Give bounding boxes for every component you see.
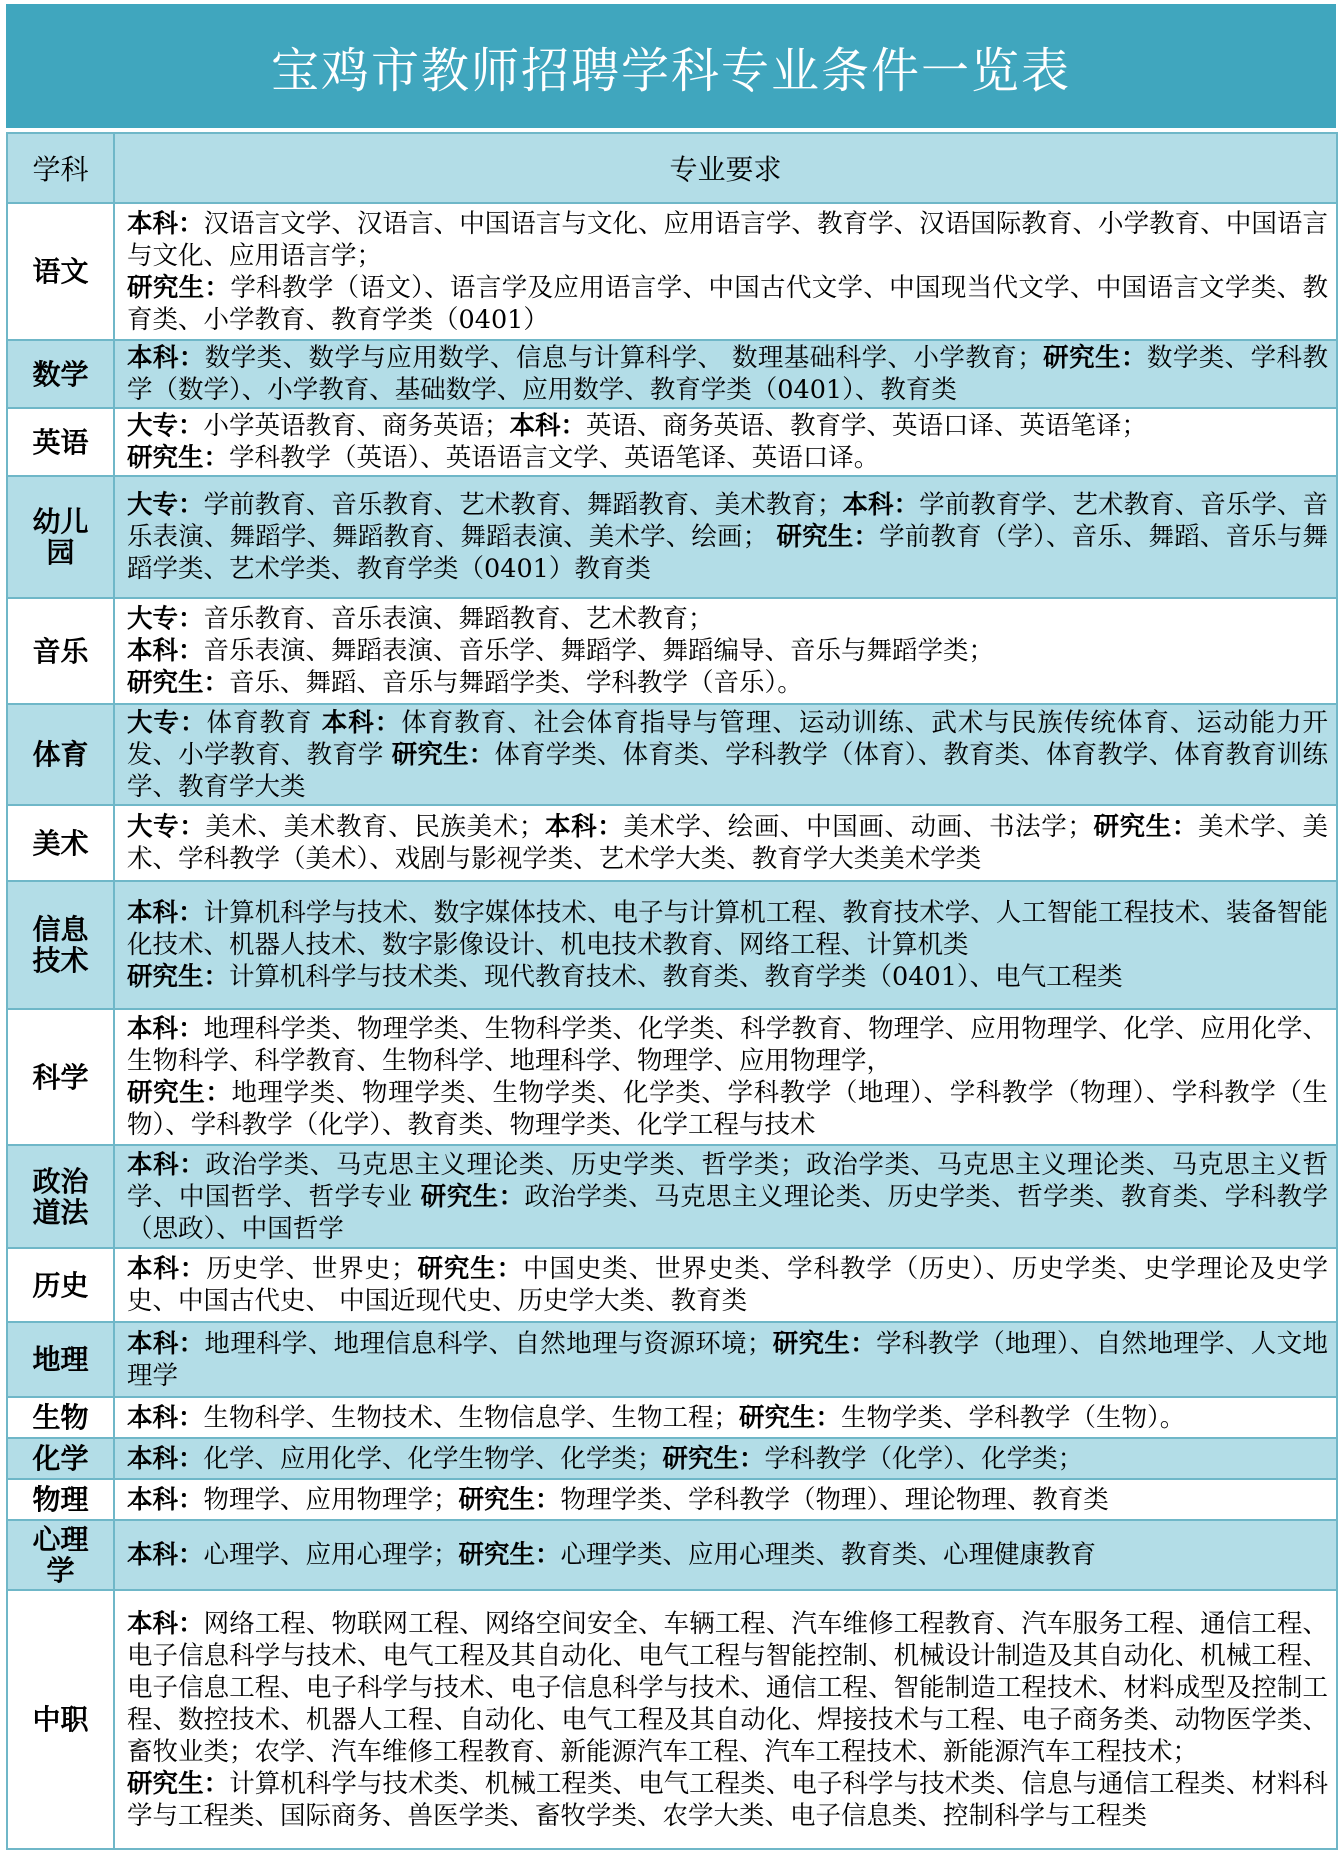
major-list: 计算机科学与技术类、机械工程类、电气工程类、电子科学与技术类、信息与通信工程类、材料科学与工程类、国际商务、兽医学类、畜牧学类、农学大类、电子信息类、控制科学与工程类 <box>127 1768 1328 1831</box>
subject-cell <box>7 598 114 704</box>
major-list: 物理学类、学科教学（物理）、理论物理、教育类 <box>560 1484 1109 1515</box>
degree-label: 研究生： <box>458 1540 561 1570</box>
subject-cell <box>7 1590 114 1849</box>
requirement-cell <box>114 340 1337 408</box>
degree-label: 本科： <box>321 707 402 738</box>
subject-text: 地理 <box>32 1343 89 1376</box>
major-list: 学科教学（地理）、自然地理学、人文地理学 <box>127 1328 1328 1391</box>
degree-label: 本科： <box>127 208 204 239</box>
requirement-cell <box>114 805 1337 881</box>
table-row <box>7 805 1337 881</box>
requirement-cell <box>114 203 1337 340</box>
major-list: 音乐、舞蹈、音乐与舞蹈学类、学科教学（音乐）。 <box>229 668 803 698</box>
subject-text: 化学 <box>32 1442 89 1475</box>
subject-cell <box>7 1397 114 1438</box>
degree-label: 本科： <box>127 1014 204 1044</box>
major-list: 计算机科学与技术类、现代教育技术、教育类、教育学类（0401）、电气工程类 <box>229 962 1123 992</box>
major-list: 历史学、世界史； <box>206 1254 417 1284</box>
table-header-row <box>7 133 1337 203</box>
degree-label: 研究生： <box>127 1078 232 1108</box>
subject-text: 园 <box>46 536 75 569</box>
major-list: 政治学类、马克思主义理论类、历史学类、哲学类、教育类、学科教学（思政）、中国哲学 <box>127 1181 1328 1244</box>
requirement-paragraph <box>127 1013 1328 1077</box>
requirement-paragraph <box>127 1608 1328 1768</box>
subject-text: 心理 <box>32 1523 89 1556</box>
table-row <box>7 1520 1337 1590</box>
degree-label: 研究生： <box>662 1443 765 1474</box>
major-list: 学科教学（英语）、英语语言文学、英语笔译、英语口译。 <box>229 443 880 473</box>
subject-cell <box>7 1479 114 1520</box>
subject-text: 生物 <box>32 1401 89 1434</box>
subject-cell <box>7 1438 114 1479</box>
subject-cell <box>7 805 114 881</box>
table-row <box>7 1322 1337 1397</box>
degree-label: 本科： <box>127 898 204 928</box>
requirement-cell <box>114 1322 1337 1397</box>
requirement-cell <box>114 1479 1337 1520</box>
requirement-cell <box>114 1438 1337 1479</box>
degree-label: 本科： <box>544 812 624 842</box>
table-row <box>7 1479 1337 1520</box>
table-row <box>7 1248 1337 1322</box>
table-row <box>7 1009 1337 1145</box>
subject-cell <box>7 476 114 598</box>
degree-label: 本科： <box>127 1443 204 1474</box>
major-list: 心理学类、应用心理类、教育类、心理健康教育 <box>560 1540 1097 1570</box>
major-list: 生物学类、学科教学（生物）。 <box>841 1402 1186 1433</box>
subject-text: 幼儿 <box>32 505 89 538</box>
major-list: 网络工程、物联网工程、网络空间安全、车辆工程、汽车维修工程教育、汽车服务工程、通信工程、电子信息科学与技术、电气工程及其自动化、电气工程与智能控制、机械设计制造及其自动化、机械工程、电子信息工程、电子科学与技术、电子信息科学与技术、通信工程、智能制造工程技术、材料成型及控制工程、数控技术、机器人工程、自动化、电气工程及其自动化、焊接技术与工程、电子商务类、动物医学类、畜牧业类；农学、汽车维修工程教育、新能源汽车工程、汽车工程技术、新能源汽车工程技术； <box>127 1608 1328 1767</box>
degree-label: 本科： <box>127 1254 207 1284</box>
table-row <box>7 1590 1337 1849</box>
major-list: 数学类、学科教学（数学）、小学教育、基础数学、应用数学、教育学类（0401）、教育类 <box>127 343 1328 405</box>
requirement-paragraph <box>127 208 1328 272</box>
degree-label: 本科： <box>127 1608 204 1639</box>
requirement-cell <box>114 881 1337 1009</box>
table-row <box>7 1397 1337 1438</box>
subject-text: 数学 <box>32 357 89 391</box>
requirement-paragraph <box>127 635 1328 667</box>
major-list: 中国史类、世界史类、学科教学（历史）、历史学类、史学理论及史学史、中国古代史、 中国近现代史、历史学大类、教育类 <box>127 1254 1328 1316</box>
subject-cell <box>7 203 114 340</box>
table-row <box>7 408 1337 476</box>
degree-label: 研究生： <box>127 272 231 303</box>
requirement-paragraph <box>127 272 1328 336</box>
degree-label: 本科： <box>127 1402 204 1433</box>
requirement-paragraph <box>127 489 1328 585</box>
degree-label: 研究生： <box>127 1768 230 1799</box>
requirement-cell <box>114 1590 1337 1849</box>
requirement-cell <box>114 1397 1337 1438</box>
subject-text: 体育 <box>32 738 89 771</box>
degree-label: 大专： <box>127 707 207 738</box>
requirement-cell <box>114 408 1337 476</box>
major-list: 化学、应用化学、化学生物学、化学类； <box>203 1443 663 1474</box>
degree-label: 研究生： <box>391 739 495 770</box>
degree-label: 研究生： <box>416 1254 524 1284</box>
requirement-paragraph <box>127 442 1328 474</box>
table-row <box>7 1145 1337 1248</box>
degree-label: 本科： <box>127 1328 205 1359</box>
major-list: 物理学、应用物理学； <box>203 1484 459 1515</box>
degree-label: 研究生： <box>420 1181 525 1212</box>
table-row <box>7 476 1337 598</box>
subject-text: 政治 <box>32 1164 89 1198</box>
degree-label: 本科： <box>127 636 204 666</box>
subject-text: 音乐 <box>32 634 89 668</box>
header-requirement: 专业要求 <box>114 133 1337 203</box>
degree-label: 研究生： <box>772 1328 877 1359</box>
subject-text: 物理 <box>32 1483 89 1516</box>
degree-label: 本科： <box>127 1484 204 1515</box>
requirement-paragraph <box>127 1484 1328 1516</box>
degree-label: 大专： <box>127 812 206 842</box>
subject-text: 美术 <box>32 826 89 860</box>
major-list: 心理学、应用心理学； <box>203 1540 459 1570</box>
subject-text: 中职 <box>32 1703 89 1736</box>
degree-label: 研究生： <box>458 1484 561 1515</box>
degree-label: 大专： <box>127 604 204 634</box>
table-row <box>7 881 1337 1009</box>
requirement-paragraph <box>127 961 1328 993</box>
degree-label: 本科： <box>127 343 205 373</box>
major-list: 学前教育（学）、音乐、舞蹈、音乐与舞蹈学类、艺术学类、教育学类（0401）教育类 <box>127 522 1328 584</box>
major-list: 音乐教育、音乐表演、舞蹈教育、艺术教育； <box>203 604 714 634</box>
requirement-paragraph <box>127 1768 1328 1832</box>
major-list: 体育学类、体育类、学科教学（体育）、教育类、体育教学、体育教育训练学、教育学大类 <box>127 739 1328 802</box>
requirement-paragraph <box>127 603 1328 635</box>
major-list: 数学类、数学与应用数学、信息与计算科学、 数理基础科学、小学教育； <box>204 343 1043 373</box>
requirement-paragraph <box>127 667 1328 699</box>
major-list: 生物科学、生物技术、生物信息学、生物工程； <box>203 1402 740 1433</box>
header-subject: 学科 <box>7 133 114 203</box>
requirement-cell <box>114 1248 1337 1322</box>
subject-text: 道法 <box>32 1195 89 1229</box>
subject-text: 技术 <box>32 944 89 977</box>
requirement-cell <box>114 1009 1337 1145</box>
subject-cell <box>7 1520 114 1590</box>
major-list: 计算机科学与技术、数字媒体技术、电子与计算机工程、教育技术学、人工智能工程技术、装备智能化技术、机器人技术、数字影像设计、机电技术教育、网络工程、计算机类 <box>127 898 1328 960</box>
major-list: 体育教育、社会体育指导与管理、运动训练、武术与民族传统体育、运动能力开发、小学教育、教育学 <box>127 707 1328 770</box>
degree-label: 本科： <box>509 411 587 441</box>
table-row <box>7 704 1337 805</box>
requirements-table <box>6 132 1338 1850</box>
major-list: 体育教育 <box>206 707 322 738</box>
subject-cell <box>7 340 114 408</box>
subject-text: 语文 <box>32 255 89 288</box>
title-bar <box>6 4 1336 132</box>
major-list: 美术、美术教育、民族美术； <box>205 812 545 842</box>
degree-label: 本科： <box>842 490 920 520</box>
subject-cell <box>7 1145 114 1248</box>
subject-cell <box>7 881 114 1009</box>
degree-label: 研究生： <box>127 443 230 473</box>
requirement-paragraph <box>127 342 1328 406</box>
requirement-paragraph <box>127 1402 1328 1434</box>
requirement-cell <box>114 1520 1337 1590</box>
subject-cell <box>7 704 114 805</box>
subject-text: 学 <box>46 1554 75 1587</box>
major-list: 美术学、美术、学科教学（美术）、戏剧与影视学类、艺术学大类、教育学大类美术学类 <box>127 812 1328 874</box>
table-row <box>7 1438 1337 1479</box>
degree-label: 研究生： <box>739 1402 842 1433</box>
major-list: 音乐表演、舞蹈表演、音乐学、舞蹈学、舞蹈编导、音乐与舞蹈学类； <box>203 636 995 666</box>
subject-text: 英语 <box>32 425 89 459</box>
major-list: 学前教育学、艺术教育、音乐学、音乐表演、舞蹈学、舞蹈教育、舞蹈表演、美术学、绘画； <box>127 490 1328 552</box>
major-list: 政治学类、马克思主义理论类、历史学类、哲学类；政治学类、马克思主义理论类、马克思主义哲学、中国哲学、哲学专业 <box>127 1149 1328 1212</box>
page-title: 宝鸡市教师招聘学科专业条件一览表 <box>270 42 1071 99</box>
degree-label: 大专： <box>127 490 204 520</box>
table-row <box>7 598 1337 704</box>
requirement-paragraph <box>127 811 1328 875</box>
major-list: 学科教学（语文）、语言学及应用语言学、中国古代文学、中国现当代文学、中国语言文学类、教育类、小学教育、教育学类（0401） <box>127 272 1328 335</box>
degree-label: 研究生： <box>1042 343 1147 373</box>
degree-label: 研究生： <box>127 962 230 992</box>
requirement-cell <box>114 704 1337 805</box>
subject-cell <box>7 408 114 476</box>
subject-cell <box>7 1009 114 1145</box>
table-row <box>7 203 1337 340</box>
table-body <box>7 203 1337 1849</box>
major-list: 汉语言文学、汉语言、中国语言与文化、应用语言学、教育学、汉语国际教育、小学教育、中国语言与文化、应用语言学； <box>127 208 1328 271</box>
subject-cell <box>7 1248 114 1322</box>
major-list: 学科教学（化学）、化学类； <box>764 1443 1084 1474</box>
major-list: 地理科学、地理信息科学、自然地理与资源环境； <box>204 1328 773 1359</box>
subject-cell <box>7 1322 114 1397</box>
requirement-paragraph <box>127 1328 1328 1392</box>
document-sheet <box>6 4 1336 1862</box>
requirement-paragraph <box>127 1253 1328 1317</box>
major-list: 学前教育、音乐教育、艺术教育、舞蹈教育、美术教育； <box>203 490 843 520</box>
degree-label: 本科： <box>127 1149 206 1180</box>
degree-label: 研究生： <box>127 668 230 698</box>
major-list: 地理学类、物理学类、生物学类、化学类、学科教学（地理）、学科教学（物理）、学科教学（生物）、学科教学（化学）、教育类、物理学类、化学工程与技术 <box>127 1078 1328 1140</box>
degree-label: 研究生： <box>776 522 880 552</box>
requirement-cell <box>114 1145 1337 1248</box>
degree-label: 大专： <box>127 411 204 441</box>
major-list: 美术学、绘画、中国画、动画、书法学； <box>623 812 1093 842</box>
requirement-paragraph <box>127 1539 1328 1571</box>
degree-label: 研究生： <box>1092 812 1198 842</box>
subject-text: 信息 <box>32 913 89 946</box>
requirement-paragraph <box>127 1077 1328 1141</box>
requirement-cell <box>114 476 1337 598</box>
requirement-paragraph <box>127 1443 1328 1475</box>
subject-text: 历史 <box>32 1268 89 1302</box>
major-list: 英语、商务英语、教育学、英语口译、英语笔译； <box>586 411 1148 441</box>
requirement-paragraph <box>127 897 1328 961</box>
requirement-paragraph <box>127 410 1328 442</box>
major-list: 小学英语教育、商务英语； <box>203 411 510 441</box>
degree-label: 本科： <box>127 1540 204 1570</box>
subject-text: 科学 <box>32 1060 89 1094</box>
requirement-cell <box>114 598 1337 704</box>
requirement-paragraph <box>127 707 1328 803</box>
major-list: 地理科学类、物理学类、生物科学类、化学类、科学教育、物理学、应用物理学、化学、应用化学、生物科学、科学教育、生物科学、地理科学、物理学、应用物理学， <box>127 1014 1328 1076</box>
table-row <box>7 340 1337 408</box>
requirement-paragraph <box>127 1149 1328 1245</box>
